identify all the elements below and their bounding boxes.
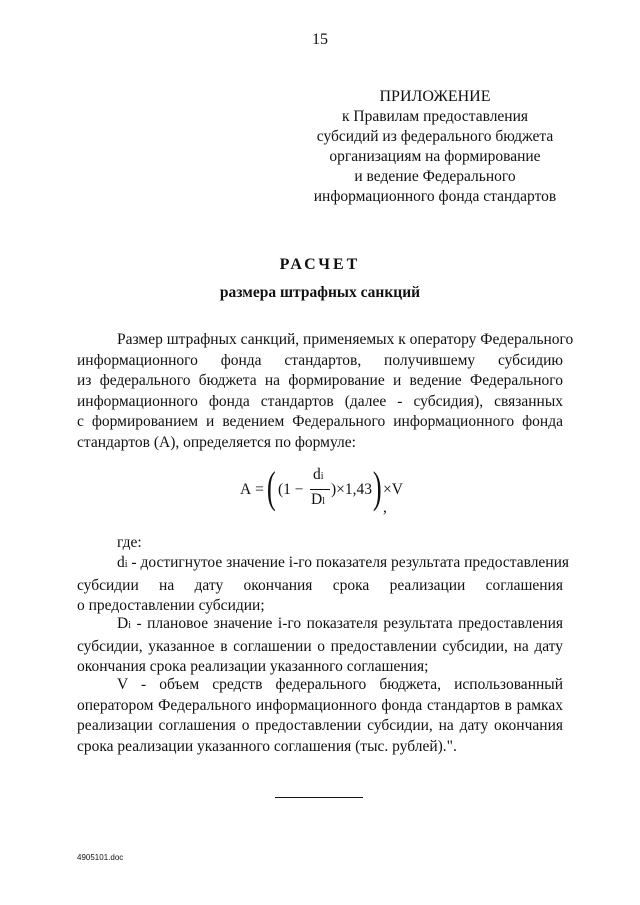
intro-paragraph	[77, 330, 574, 454]
paragraph-line: о предоставлении субсидии;	[77, 597, 265, 615]
paragraph-line: стандартов (А), определяется по формуле:	[77, 433, 356, 451]
annex-line: субсидий из федерального бюджета	[316, 128, 554, 145]
annex-line: информационного фонда стандартов	[313, 188, 557, 205]
page-number: 15	[312, 31, 328, 48]
formula-lhs: А =	[240, 481, 264, 498]
definition-symbol: d	[117, 554, 125, 571]
formula-paren-right: )	[372, 463, 382, 512]
formula-times-v: ×V ,	[383, 481, 403, 516]
formula-one-minus: (1 −	[278, 481, 304, 498]
formula	[240, 463, 410, 516]
paragraph-line: Размер штрафных санкций, применяемых к оператору Федерального	[117, 331, 574, 348]
annex-title: ПРИЛОЖЕНИЕ	[379, 88, 491, 105]
fraction-bar	[310, 489, 330, 490]
paragraph-line: срока реализации указанного соглашения (тыс. рублей).".	[77, 737, 457, 755]
paragraph-line: Di - плановое значение i-го показателя результата предоставления	[117, 615, 563, 632]
paragraph-line: информационного фонда стандартов (далее - субсидия), связанных	[77, 392, 563, 410]
annex-line: к Правилам предоставления	[341, 108, 529, 125]
definition-d	[77, 553, 570, 617]
formula-numerator: di	[313, 466, 324, 483]
paragraph-line: di - достигнутое значение i-го показателя результата предоставления	[117, 554, 570, 571]
definition-symbol: V	[117, 676, 128, 693]
definition-symbol: D	[117, 615, 129, 632]
annex-line: организациям на формирование	[329, 148, 541, 165]
paragraph-line: с формированием и ведением Федерального информационного фонда	[77, 413, 563, 431]
paragraph-line: реализации соглашения о предоставлении субсидии, на дату окончания	[77, 717, 563, 735]
paragraph-line: окончания срока реализации указанного соглашения;	[77, 658, 429, 676]
footer-filename: 4905101.doc	[77, 853, 124, 862]
formula-denominator: Dl	[311, 491, 325, 508]
paragraph-line: информационного фонда стандартов, получившему субсидию	[77, 351, 563, 369]
paragraph-line: оператором Федерального информационного фонда стандартов в рамках	[77, 696, 563, 714]
annex-line: и ведение Федерального	[354, 168, 516, 185]
paragraph-line: V - объем средств федерального бюджета, использованный	[117, 676, 563, 693]
document-subheading: размера штрафных санкций	[219, 284, 421, 301]
document-heading: РАСЧЕТ	[279, 256, 361, 273]
annex-header	[300, 87, 570, 207]
formula-paren-left: (	[266, 463, 276, 512]
paragraph-line: субсидии на дату окончания срока реализации соглашения	[77, 576, 563, 594]
formula-coefficient: )×1,43	[331, 481, 373, 498]
definition-V	[77, 675, 563, 757]
definition-D	[77, 614, 563, 678]
paragraph-line: из федерального бюджета на формирование и ведение Федерального	[77, 372, 563, 390]
where-label: где:	[117, 534, 142, 551]
end-separator-line	[275, 797, 363, 798]
paragraph-line: субсидии, указанное в соглашении о предоставлении субсидии, на дату	[77, 637, 563, 655]
